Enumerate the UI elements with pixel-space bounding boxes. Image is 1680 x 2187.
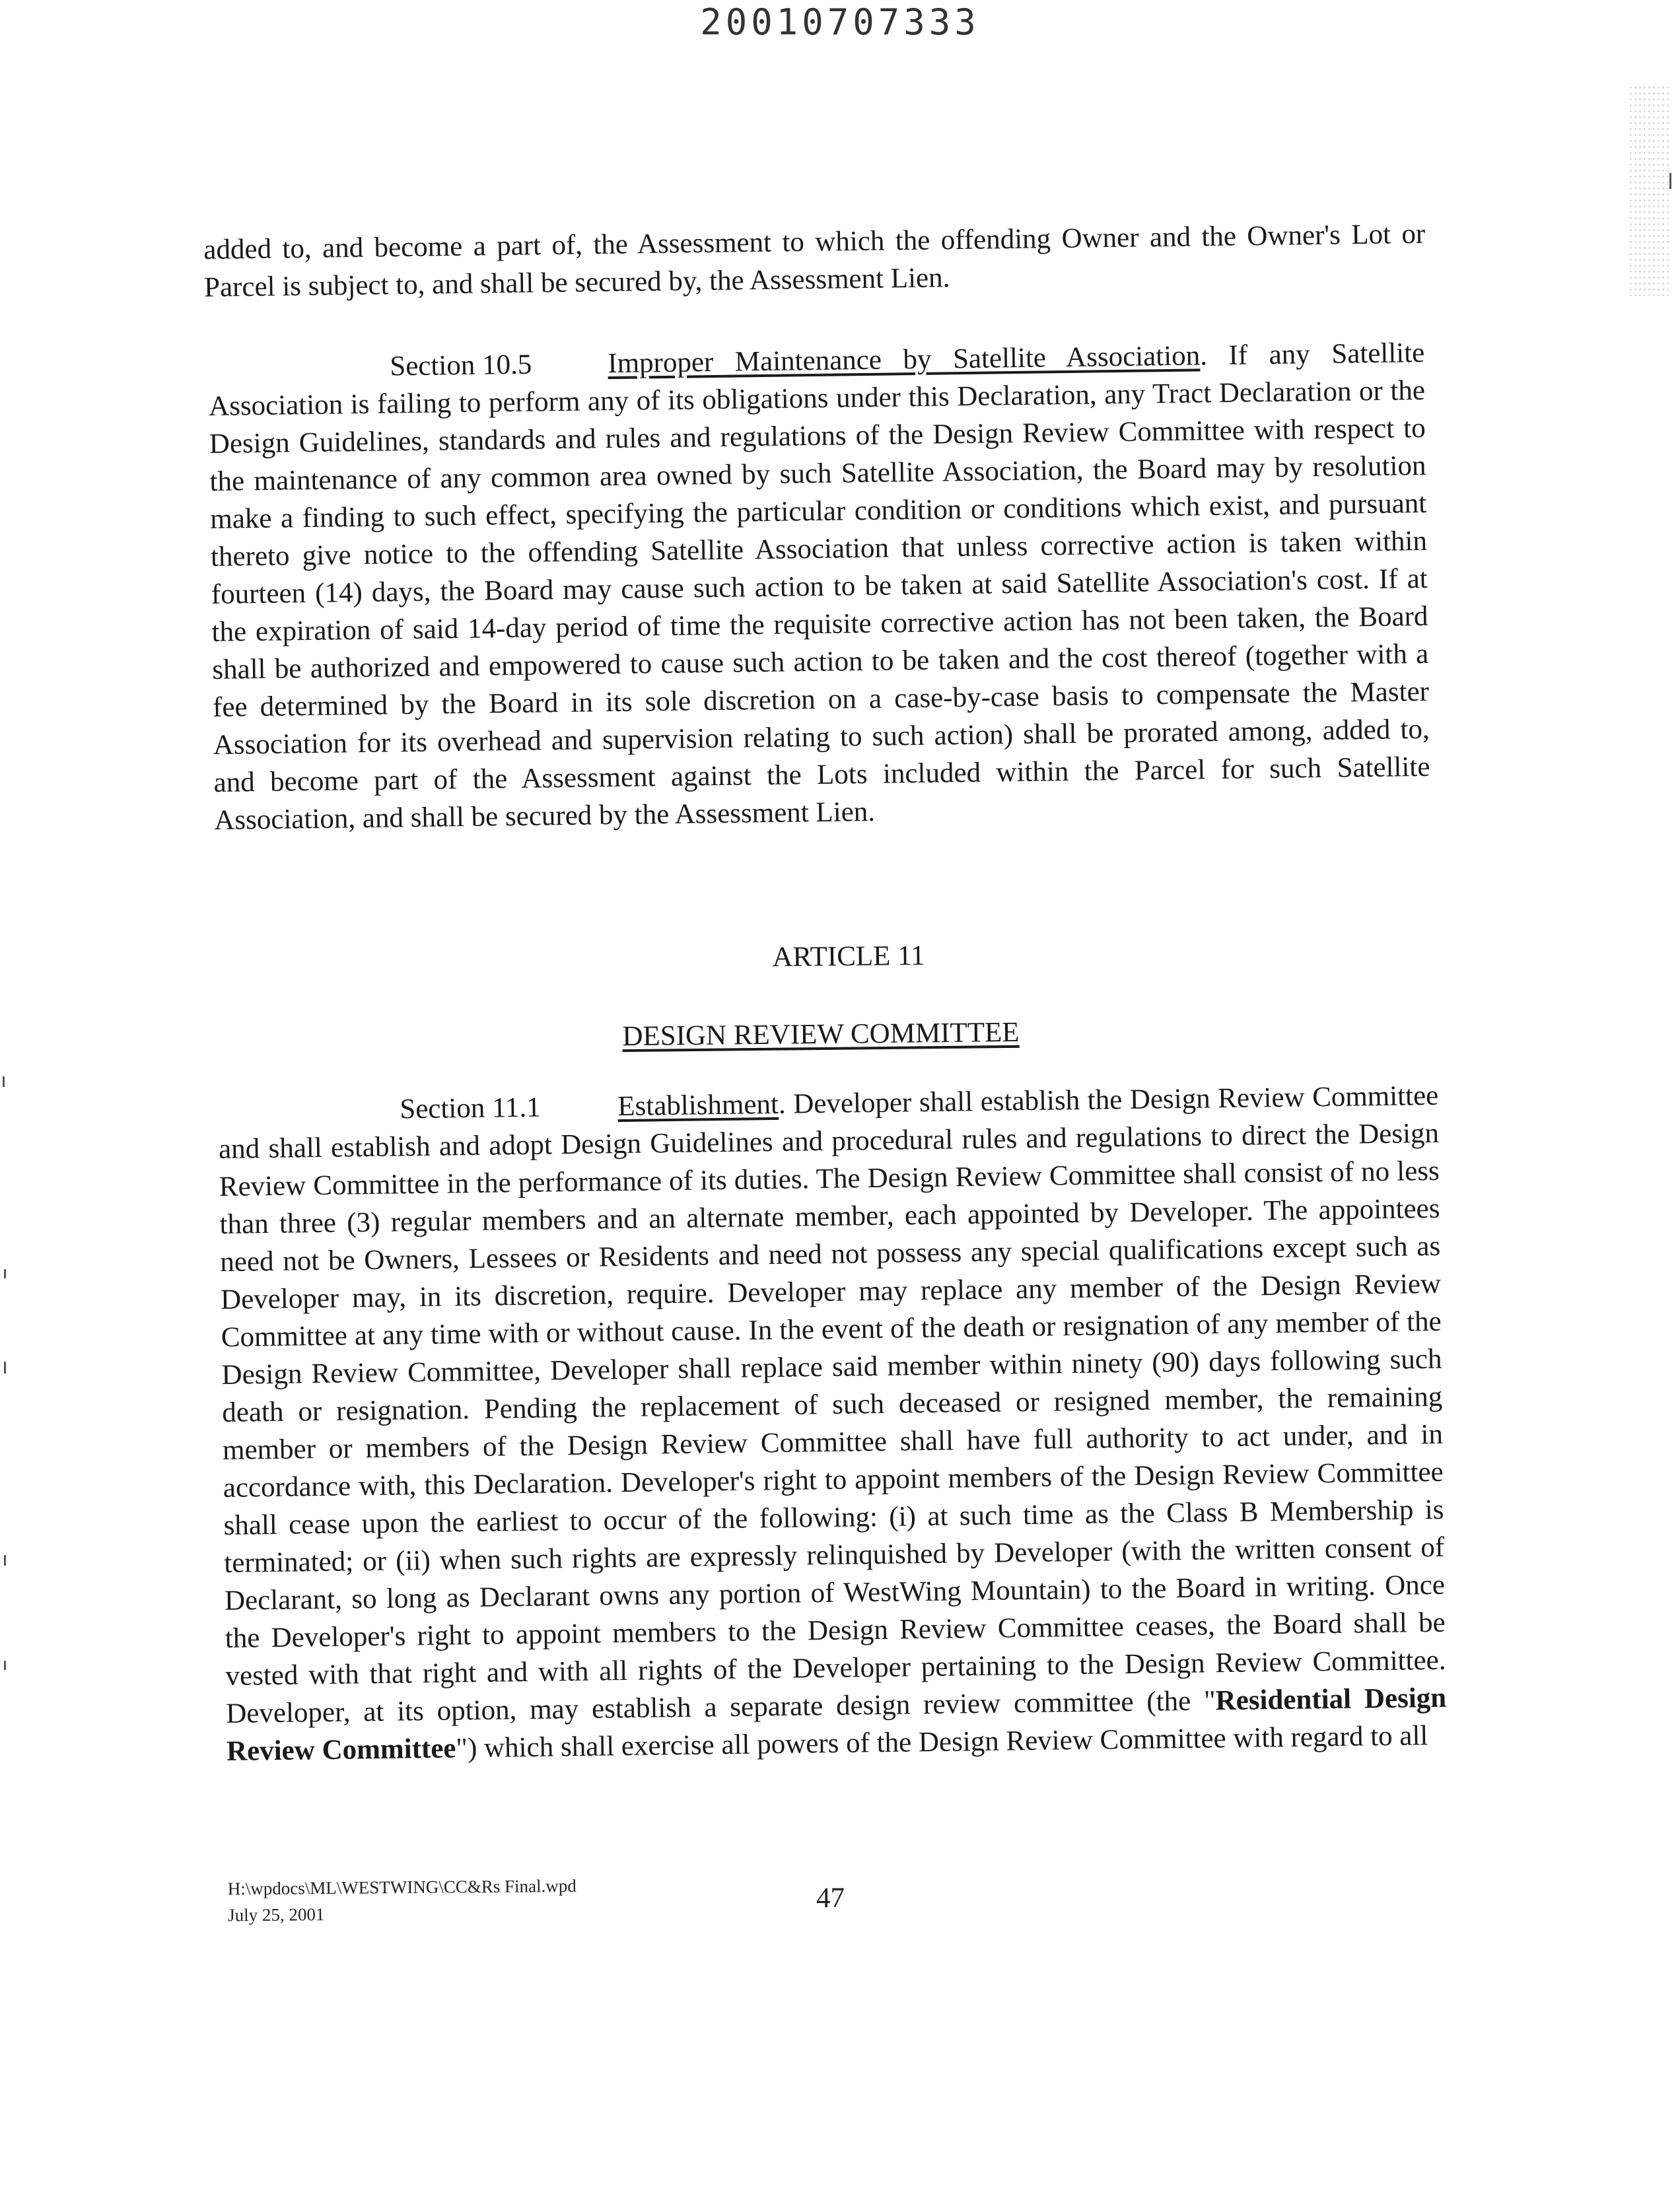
footer-date: July 25, 2001	[228, 1904, 325, 1926]
scan-speck	[1669, 173, 1671, 189]
scan-edge-noise	[1628, 85, 1671, 296]
section-10-5-text: . If any Satellite Association is failing to perform any of its obligations under this Declaration, any Tract Declaration or the Design Guidelines, standards and rules and regulations of the Design Review Committee with respect to the maintenance of any common area owned by such Satellite Association, the Board may by resolution make a finding to such effect, specifying the particular condition or conditions which exist, and pursuant thereto give notice to the offending Satellite Association that unless corrective action is taken within fourteen (14) days, the Board may cause such action to be taken at said Satellite Association's cost. If at the expiration of said 14-day period of time the requisite corrective action has not been taken, the Board shall be authorized and empowered to cause such action to be taken and the cost thereof (together with a fee determined by the Board in its sole discretion on a case-by-case basis to compensate the Master Association for its overhead and supervision relating to such action) shall be prorated among, added to, and become part of the Assessment against the Lots included within the Parcel for such Satellite Association, and shall be secured by the Assessment Lien.	[208, 337, 1430, 836]
defined-term: Residential Design Review Committee	[226, 1682, 1447, 1767]
scan-speck	[4, 1555, 6, 1566]
section-11-1-text: . Developer shall establish the Design Review Committee and shall establish and adopt Design Guidelines and procedural rules and regulations to direct the Design Review Committee in the performance of its duties. The Design Review Committee shall consist of no less than three (3) regular members and an alternate member, each appointed by Developer. The appointees need not be Owners, Lessees or Residents and need not possess any special qualifications except such as Developer may, in its discretion, require. Developer may replace any member of the Design Review Committee at any time with or without cause. In the event of the death or resignation of any member of the Design Review Committee, Developer shall replace said member within ninety (90) days following such death or resignation. Pending the replacement of such deceased or resigned member, the remaining member or members of the Design Review Committee shall have full authority to act under, and in accordance with, this Declaration. Developer's right to appoint members of the Design Review Committee shall cease upon the earliest to occur of the following: (i) at such time as the Class B Membership is terminated; or (ii) when such rights are expressly relinquished by Developer (with the written consent of Declarant, so long as Declarant owns any portion of WestWing Mountain) to the Board in writing. Once the Developer's right to appoint members to the Design Review Committee ceases, the Board shall be vested with that right and with all rights of the Developer pertaining to the Design Review Committee. Developer, at its option, may establish a separate design review committee (the "	[218, 1080, 1446, 1729]
article-heading: ARTICLE 11	[772, 940, 925, 973]
footer-file-path: H:\wpdocs\ML\WESTWING\CC&Rs Final.wpd	[227, 1875, 577, 1899]
recording-number: 20010707333	[700, 1, 980, 43]
scan-speck	[4, 1661, 6, 1670]
scan-speck	[4, 1362, 6, 1373]
page-number: 47	[816, 1883, 845, 1914]
scan-speck	[4, 1269, 6, 1278]
section-10-5-title: Improper Maintenance by Satellite Association	[608, 340, 1201, 380]
footer-file-info	[228, 1873, 577, 1929]
section-10-5-paragraph	[208, 334, 1431, 839]
section-11-1-paragraph	[218, 1077, 1447, 1770]
continuation-paragraph: added to, and become a part of, the Assessment to which the offending Owner and the Owner's Lot or Parcel is subject to, and shall be secured by, the Assessment Lien.	[203, 218, 1426, 303]
article-title: DESIGN REVIEW COMMITTEE	[622, 1016, 1020, 1053]
section-10-5-number: Section 10.5	[390, 349, 532, 382]
section-11-1-text-end: ") which shall exercise all powers of the Design Review Committee with regard to all	[456, 1720, 1428, 1764]
section-11-1-number: Section 11.1	[400, 1092, 542, 1125]
section-11-1-title: Establishment	[617, 1088, 779, 1123]
scan-speck	[3, 1076, 5, 1087]
